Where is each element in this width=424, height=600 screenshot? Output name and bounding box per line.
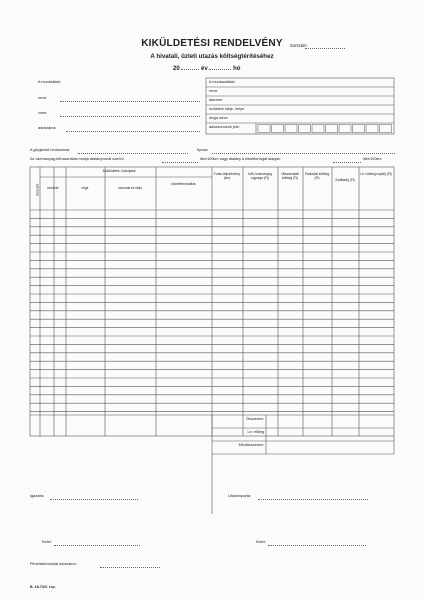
- certifier-field[interactable]: [50, 499, 138, 500]
- remaining-label: Mindösszesen:: [238, 443, 264, 447]
- fuel-norm-unit: liter/100km: [363, 157, 382, 161]
- cash-voucher-field[interactable]: [100, 567, 160, 568]
- taxid-cell: [299, 125, 311, 133]
- employee-name-label: neve:: [209, 89, 219, 93]
- date-year-label: év: [201, 66, 208, 72]
- date-year-prefix: 20: [173, 66, 180, 72]
- date-left-field[interactable]: [54, 545, 140, 546]
- employee-mother-label: anyja neve:: [209, 116, 229, 120]
- col-nav-header: NAV üzemanyag egysége (Ft): [248, 172, 272, 180]
- advance-label: Le: előleg: [247, 430, 264, 434]
- col-odometer-header: kilométeróraállás: [171, 182, 196, 186]
- col-accommodation-header: Szállásdíj (Ft): [335, 178, 355, 182]
- approver-label: Utalványozta:: [228, 494, 252, 498]
- date-right-field[interactable]: [268, 545, 366, 546]
- col-parking-header: Parkolási költség (Ft): [304, 172, 330, 180]
- fuel-norm-label: liter/100km vagy átalány a tökettlorfogat alapján: [200, 157, 281, 161]
- employer-taxid-label: adószáma:: [38, 126, 57, 130]
- col-distance-header: Futás-teljesítmény (km): [213, 172, 241, 180]
- col-purpose-header: útvonala és célja: [118, 186, 142, 190]
- taxid-cell: [326, 125, 338, 133]
- taxid-cell: [353, 125, 365, 133]
- form-title: KIKÜLDETÉSI RENDELVÉNY: [141, 38, 283, 49]
- employee-birth-label: születési ideje, helye:: [209, 107, 246, 111]
- form-code: B. 18-73/V. r.sz.: [30, 585, 56, 589]
- form-subtitle: A hivatali, üzleti utazás költségtérítéséhez: [150, 53, 274, 60]
- date-left-label: Kelet:: [42, 540, 52, 544]
- taxid-cell: [272, 125, 284, 133]
- employer-heading: A munkáltató:: [38, 80, 62, 84]
- fuel-method-label: Az üzemanyag-felhasználás módja átalányvonal szerint: [30, 157, 124, 161]
- employee-taxid-label: adóazonosító jele:: [209, 125, 240, 129]
- taxid-cell: [339, 125, 351, 133]
- col-group-header: A kiküldetés, közlutjatai: [102, 169, 136, 173]
- vehicle-plate-label: A gépjármű rendszáma:: [30, 148, 71, 152]
- total-label: Összesen:: [246, 417, 264, 421]
- date-right-label: Kelet:: [256, 540, 266, 544]
- approver-field[interactable]: [258, 499, 368, 500]
- taxid-cell: [312, 125, 324, 133]
- taxid-cell: [285, 125, 297, 133]
- col-start-header: kezdete: [47, 186, 59, 190]
- date-month-label: hó: [233, 66, 241, 72]
- col-end-header: végé: [81, 186, 89, 190]
- taxid-cell: [258, 125, 270, 133]
- col-road-header: Úthasználati költség (Ft): [281, 172, 299, 180]
- employee-heading: A munkavállaló:: [209, 80, 236, 84]
- taxid-cell: [380, 125, 392, 133]
- cash-voucher-label: Pénztárbizonylat sorszáma:: [30, 562, 77, 566]
- vehicle-type-label: típusa:: [197, 148, 209, 152]
- employer-address-label: címe:: [38, 111, 48, 115]
- col-serial-header: Sorszám: [35, 183, 40, 197]
- taxid-cell: [366, 125, 378, 133]
- employer-name-label: neve:: [38, 96, 48, 100]
- employee-address-label: lakcíme:: [209, 98, 224, 102]
- serial-number-label: Sorszám:: [290, 43, 308, 48]
- certifier-label: Igazolta:: [30, 494, 45, 498]
- col-meal-header: Lé. költség napidíj (Ft): [360, 172, 392, 176]
